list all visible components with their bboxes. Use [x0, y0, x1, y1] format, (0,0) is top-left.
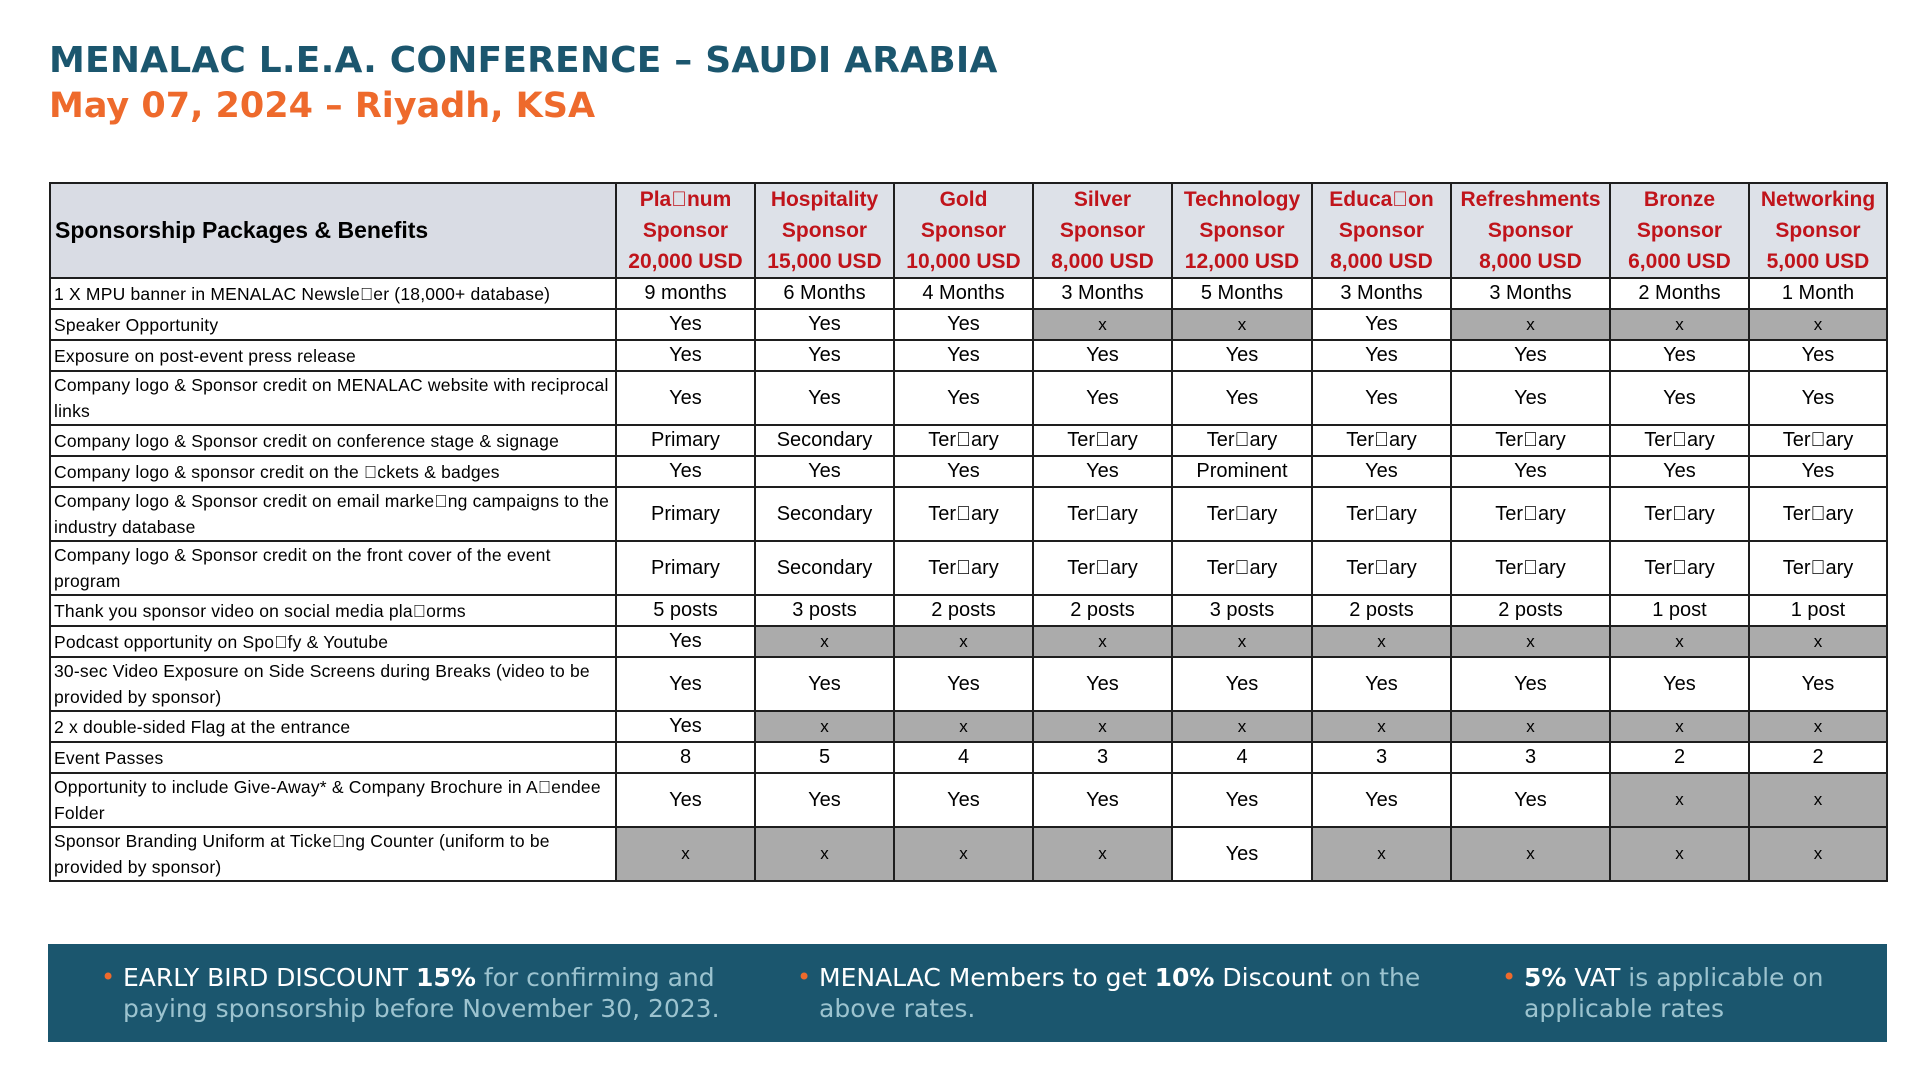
- benefit-value-cell: Yes: [894, 456, 1033, 487]
- benefit-value-cell: Prominent: [1172, 456, 1312, 487]
- table-row: [50, 773, 1887, 827]
- not-included-cell: x: [1451, 827, 1610, 881]
- not-included-cell: x: [1033, 827, 1172, 881]
- benefit-value-cell: Yes: [1451, 773, 1610, 827]
- benefit-label: Event Passes: [50, 742, 616, 773]
- benefit-value-cell: Yes: [1033, 773, 1172, 827]
- table-row: [50, 456, 1887, 487]
- discount-footer: [48, 944, 1887, 1042]
- package-price: 8,000 USD: [1051, 250, 1154, 273]
- benefit-value-cell: 3 Months: [1312, 278, 1451, 309]
- package-name: Bronze: [1643, 188, 1716, 211]
- benefit-value-cell: Yes: [1033, 371, 1172, 425]
- package-kind: Sponsor: [1636, 219, 1723, 242]
- package-header: [1312, 183, 1451, 278]
- package-name: Refreshments: [1460, 188, 1601, 211]
- benefit-value-cell: Yes: [1749, 657, 1887, 711]
- not-included-cell: x: [1172, 309, 1312, 340]
- table-row: [50, 711, 1887, 742]
- package-price: 20,000 USD: [628, 250, 743, 273]
- benefit-value-cell: Ter ary: [1749, 541, 1887, 595]
- note-detail: is applicable on applicable rates: [1524, 963, 1824, 1023]
- not-included-cell: x: [1033, 711, 1172, 742]
- package-kind: Sponsor: [1487, 219, 1574, 242]
- benefit-value-cell: 6 Months: [755, 278, 894, 309]
- benefit-value-cell: Ter ary: [894, 487, 1033, 541]
- package-kind: Sponsor: [1338, 219, 1425, 242]
- benefit-value-cell: Ter ary: [894, 425, 1033, 456]
- benefit-label: Exposure on post-event press release: [50, 340, 616, 371]
- member-discount-note: [797, 962, 1459, 1024]
- table-row: [50, 657, 1887, 711]
- package-header: [755, 183, 894, 278]
- not-included-cell: x: [1312, 626, 1451, 657]
- not-included-cell: x: [1749, 309, 1887, 340]
- benefit-value-cell: Yes: [1451, 456, 1610, 487]
- benefit-label: Thank you sponsor video on social media pla orms: [50, 595, 616, 626]
- benefit-value-cell: 3: [1033, 742, 1172, 773]
- not-included-cell: x: [616, 827, 755, 881]
- benefit-value-cell: Ter ary: [1172, 541, 1312, 595]
- benefit-value-cell: Yes: [1312, 773, 1451, 827]
- benefit-value-cell: Yes: [1610, 340, 1749, 371]
- benefit-value-cell: Ter ary: [1312, 487, 1451, 541]
- benefit-value-cell: Ter ary: [1312, 541, 1451, 595]
- note-text-2: VAT: [1566, 963, 1621, 992]
- benefit-value-cell: Primary: [616, 541, 755, 595]
- benefit-value-cell: Ter ary: [894, 541, 1033, 595]
- benefit-label: Company logo & Sponsor credit on the front cover of the event program: [50, 541, 616, 595]
- benefit-value-cell: 2: [1610, 742, 1749, 773]
- package-price: 6,000 USD: [1628, 250, 1731, 273]
- benefit-value-cell: 4: [894, 742, 1033, 773]
- benefit-value-cell: Yes: [1610, 371, 1749, 425]
- not-included-cell: x: [1033, 309, 1172, 340]
- benefit-value-cell: 3 Months: [1033, 278, 1172, 309]
- benefit-value-cell: Ter ary: [1172, 487, 1312, 541]
- benefit-value-cell: Yes: [616, 626, 755, 657]
- benefit-value-cell: Secondary: [755, 425, 894, 456]
- not-included-cell: x: [755, 711, 894, 742]
- benefit-value-cell: Yes: [1451, 340, 1610, 371]
- benefit-value-cell: Ter ary: [1312, 425, 1451, 456]
- vat-note: [1502, 962, 1884, 1024]
- benefit-value-cell: Ter ary: [1749, 425, 1887, 456]
- table-row: [50, 309, 1887, 340]
- benefit-value-cell: 3: [1312, 742, 1451, 773]
- note-detail: for confirming and paying sponsorship before November 30, 2023.: [123, 963, 720, 1023]
- not-included-cell: x: [1610, 827, 1749, 881]
- benefit-value-cell: Ter ary: [1610, 425, 1749, 456]
- benefit-label: 1 X MPU banner in MENALAC Newsle er (18,000+ database): [50, 278, 616, 309]
- benefit-value-cell: 3 posts: [1172, 595, 1312, 626]
- benefit-label: Company logo & Sponsor credit on email marke ng campaigns to the industry database: [50, 487, 616, 541]
- not-included-cell: x: [1451, 626, 1610, 657]
- note-detail: on the above rates.: [819, 963, 1421, 1023]
- package-header: [894, 183, 1033, 278]
- package-name: Educa on: [1329, 188, 1434, 211]
- table-row: [50, 425, 1887, 456]
- benefit-value-cell: Yes: [1172, 773, 1312, 827]
- not-included-cell: x: [1172, 626, 1312, 657]
- benefit-value-cell: Yes: [1451, 371, 1610, 425]
- benefit-label: Speaker Opportunity: [50, 309, 616, 340]
- package-header: [1033, 183, 1172, 278]
- package-price: 10,000 USD: [906, 250, 1021, 273]
- not-included-cell: x: [1749, 711, 1887, 742]
- table-row: [50, 827, 1887, 881]
- not-included-cell: x: [894, 626, 1033, 657]
- benefit-value-cell: 3: [1451, 742, 1610, 773]
- package-header: [1451, 183, 1610, 278]
- benefit-value-cell: Yes: [755, 657, 894, 711]
- page-title: MENALAC L.E.A. CONFERENCE – SAUDI ARABIA: [49, 40, 998, 81]
- benefit-value-cell: Yes: [894, 340, 1033, 371]
- benefit-label: Sponsor Branding Uniform at Ticke ng Counter (uniform to be provided by sponsor): [50, 827, 616, 881]
- benefit-value-cell: Yes: [1312, 456, 1451, 487]
- benefits-body: [50, 278, 1887, 881]
- package-price: 5,000 USD: [1766, 250, 1870, 273]
- benefit-value-cell: Yes: [894, 371, 1033, 425]
- note-highlight: 15%: [416, 963, 476, 992]
- not-included-cell: x: [755, 827, 894, 881]
- benefit-value-cell: Yes: [1312, 309, 1451, 340]
- benefit-label: Company logo & Sponsor credit on conference stage & signage: [50, 425, 616, 456]
- package-name: Hospitality: [770, 188, 879, 211]
- not-included-cell: x: [1610, 773, 1749, 827]
- table-row: [50, 626, 1887, 657]
- benefit-value-cell: 3 posts: [755, 595, 894, 626]
- benefit-value-cell: Yes: [755, 340, 894, 371]
- benefit-value-cell: Ter ary: [1451, 487, 1610, 541]
- benefit-value-cell: 2 posts: [1312, 595, 1451, 626]
- not-included-cell: x: [894, 827, 1033, 881]
- benefit-value-cell: Yes: [755, 309, 894, 340]
- benefit-value-cell: Yes: [894, 773, 1033, 827]
- package-header: [616, 183, 755, 278]
- table-row: [50, 371, 1887, 425]
- benefit-value-cell: Yes: [1033, 657, 1172, 711]
- package-price: 8,000 USD: [1330, 250, 1433, 273]
- benefit-value-cell: Yes: [755, 371, 894, 425]
- benefit-value-cell: Ter ary: [1610, 487, 1749, 541]
- benefit-value-cell: Yes: [894, 657, 1033, 711]
- early-bird-note: [101, 962, 763, 1024]
- note-highlight: 10%: [1154, 963, 1215, 992]
- benefit-value-cell: Secondary: [755, 487, 894, 541]
- not-included-cell: x: [1312, 711, 1451, 742]
- benefit-value-cell: Yes: [616, 711, 755, 742]
- bullet-icon: •: [797, 963, 812, 991]
- benefit-value-cell: Ter ary: [1451, 541, 1610, 595]
- benefit-value-cell: 5 Months: [1172, 278, 1312, 309]
- benefit-value-cell: Yes: [1749, 371, 1887, 425]
- benefit-value-cell: Yes: [755, 456, 894, 487]
- package-header: [1172, 183, 1312, 278]
- benefit-value-cell: Yes: [616, 340, 755, 371]
- benefit-value-cell: Yes: [616, 456, 755, 487]
- benefit-value-cell: Ter ary: [1033, 541, 1172, 595]
- benefit-value-cell: 2 posts: [894, 595, 1033, 626]
- package-kind: Sponsor: [1199, 219, 1285, 242]
- benefit-label: Opportunity to include Give-Away* & Company Brochure in A endee Folder: [50, 773, 616, 827]
- benefit-value-cell: Yes: [894, 309, 1033, 340]
- benefit-value-cell: Ter ary: [1033, 487, 1172, 541]
- package-kind: Sponsor: [1059, 219, 1146, 242]
- package-kind: Sponsor: [920, 219, 1007, 242]
- bullet-icon: •: [1502, 963, 1517, 991]
- benefit-value-cell: 3 Months: [1451, 278, 1610, 309]
- package-name: Networking: [1760, 188, 1876, 211]
- not-included-cell: x: [1451, 309, 1610, 340]
- benefit-value-cell: Yes: [1451, 657, 1610, 711]
- benefit-value-cell: Ter ary: [1172, 425, 1312, 456]
- benefit-value-cell: Yes: [616, 657, 755, 711]
- table-corner-heading: Sponsorship Packages & Benefits: [50, 183, 616, 278]
- package-name: Gold: [939, 188, 988, 211]
- not-included-cell: x: [1749, 773, 1887, 827]
- sponsorship-table: [49, 182, 1888, 882]
- benefit-value-cell: Yes: [616, 773, 755, 827]
- benefit-value-cell: Primary: [616, 487, 755, 541]
- benefit-value-cell: Yes: [1312, 340, 1451, 371]
- package-kind: Sponsor: [642, 219, 729, 242]
- not-included-cell: x: [1312, 827, 1451, 881]
- not-included-cell: x: [1610, 309, 1749, 340]
- not-included-cell: x: [1749, 827, 1887, 881]
- benefit-value-cell: Yes: [1610, 456, 1749, 487]
- note-text-2: Discount: [1214, 963, 1333, 992]
- benefit-value-cell: 1 post: [1749, 595, 1887, 626]
- not-included-cell: x: [1172, 711, 1312, 742]
- benefit-value-cell: Ter ary: [1610, 541, 1749, 595]
- not-included-cell: x: [755, 626, 894, 657]
- table-row: [50, 340, 1887, 371]
- benefit-value-cell: 2: [1749, 742, 1887, 773]
- package-header-row: [50, 183, 1887, 278]
- package-price: 8,000 USD: [1479, 250, 1582, 273]
- benefit-value-cell: 4: [1172, 742, 1312, 773]
- benefit-value-cell: Yes: [616, 309, 755, 340]
- benefit-value-cell: Yes: [616, 371, 755, 425]
- benefit-label: Company logo & sponsor credit on the  ckets & badges: [50, 456, 616, 487]
- package-kind: Sponsor: [1775, 219, 1861, 242]
- package-header: [1749, 183, 1887, 278]
- not-included-cell: x: [894, 711, 1033, 742]
- package-name: Pla num: [639, 188, 732, 211]
- benefit-value-cell: 5 posts: [616, 595, 755, 626]
- bullet-icon: •: [101, 963, 116, 991]
- benefit-value-cell: Yes: [1610, 657, 1749, 711]
- package-header: [1610, 183, 1749, 278]
- benefit-label: 2 x double-sided Flag at the entrance: [50, 711, 616, 742]
- benefit-value-cell: Yes: [1749, 456, 1887, 487]
- benefit-label: Company logo & Sponsor credit on MENALAC website with reciprocal links: [50, 371, 616, 425]
- benefit-value-cell: 1 post: [1610, 595, 1749, 626]
- table-row: [50, 595, 1887, 626]
- benefit-value-cell: 1 Month: [1749, 278, 1887, 309]
- benefit-value-cell: Yes: [1172, 371, 1312, 425]
- note-text: EARLY BIRD DISCOUNT: [123, 963, 417, 992]
- benefit-label: Podcast opportunity on Spo fy & Youtube: [50, 626, 616, 657]
- benefit-value-cell: Yes: [1312, 371, 1451, 425]
- benefit-value-cell: 5: [755, 742, 894, 773]
- package-price: 15,000 USD: [767, 250, 882, 273]
- benefit-value-cell: 4 Months: [894, 278, 1033, 309]
- benefit-value-cell: Yes: [1172, 827, 1312, 881]
- table-row: [50, 487, 1887, 541]
- not-included-cell: x: [1749, 626, 1887, 657]
- benefit-value-cell: 9 months: [616, 278, 755, 309]
- package-kind: Sponsor: [781, 219, 868, 242]
- benefit-value-cell: Yes: [1312, 657, 1451, 711]
- note-text: MENALAC Members to get: [819, 963, 1155, 992]
- package-name: Silver: [1073, 188, 1132, 211]
- benefit-value-cell: Yes: [1172, 657, 1312, 711]
- benefit-value-cell: Secondary: [755, 541, 894, 595]
- package-price: 12,000 USD: [1184, 250, 1300, 273]
- benefit-value-cell: 8: [616, 742, 755, 773]
- not-included-cell: x: [1033, 626, 1172, 657]
- benefit-value-cell: 2 posts: [1451, 595, 1610, 626]
- benefit-value-cell: Yes: [755, 773, 894, 827]
- table-row: [50, 278, 1887, 309]
- benefit-value-cell: Yes: [1749, 340, 1887, 371]
- not-included-cell: x: [1610, 626, 1749, 657]
- benefit-label: 30-sec Video Exposure on Side Screens during Breaks (video to be provided by sponsor): [50, 657, 616, 711]
- benefit-value-cell: 2 Months: [1610, 278, 1749, 309]
- benefit-value-cell: Yes: [1172, 340, 1312, 371]
- note-highlight: 5%: [1524, 963, 1567, 992]
- benefit-value-cell: Primary: [616, 425, 755, 456]
- benefit-value-cell: Ter ary: [1451, 425, 1610, 456]
- table-row: [50, 541, 1887, 595]
- table-row: [50, 742, 1887, 773]
- benefit-value-cell: 2 posts: [1033, 595, 1172, 626]
- package-name: Technology: [1183, 188, 1301, 211]
- benefit-value-cell: Ter ary: [1033, 425, 1172, 456]
- not-included-cell: x: [1610, 711, 1749, 742]
- benefit-value-cell: Yes: [1033, 340, 1172, 371]
- event-date-location: May 07, 2024 – Riyadh, KSA: [49, 86, 596, 126]
- benefit-value-cell: Yes: [1033, 456, 1172, 487]
- benefit-value-cell: Ter ary: [1749, 487, 1887, 541]
- not-included-cell: x: [1451, 711, 1610, 742]
